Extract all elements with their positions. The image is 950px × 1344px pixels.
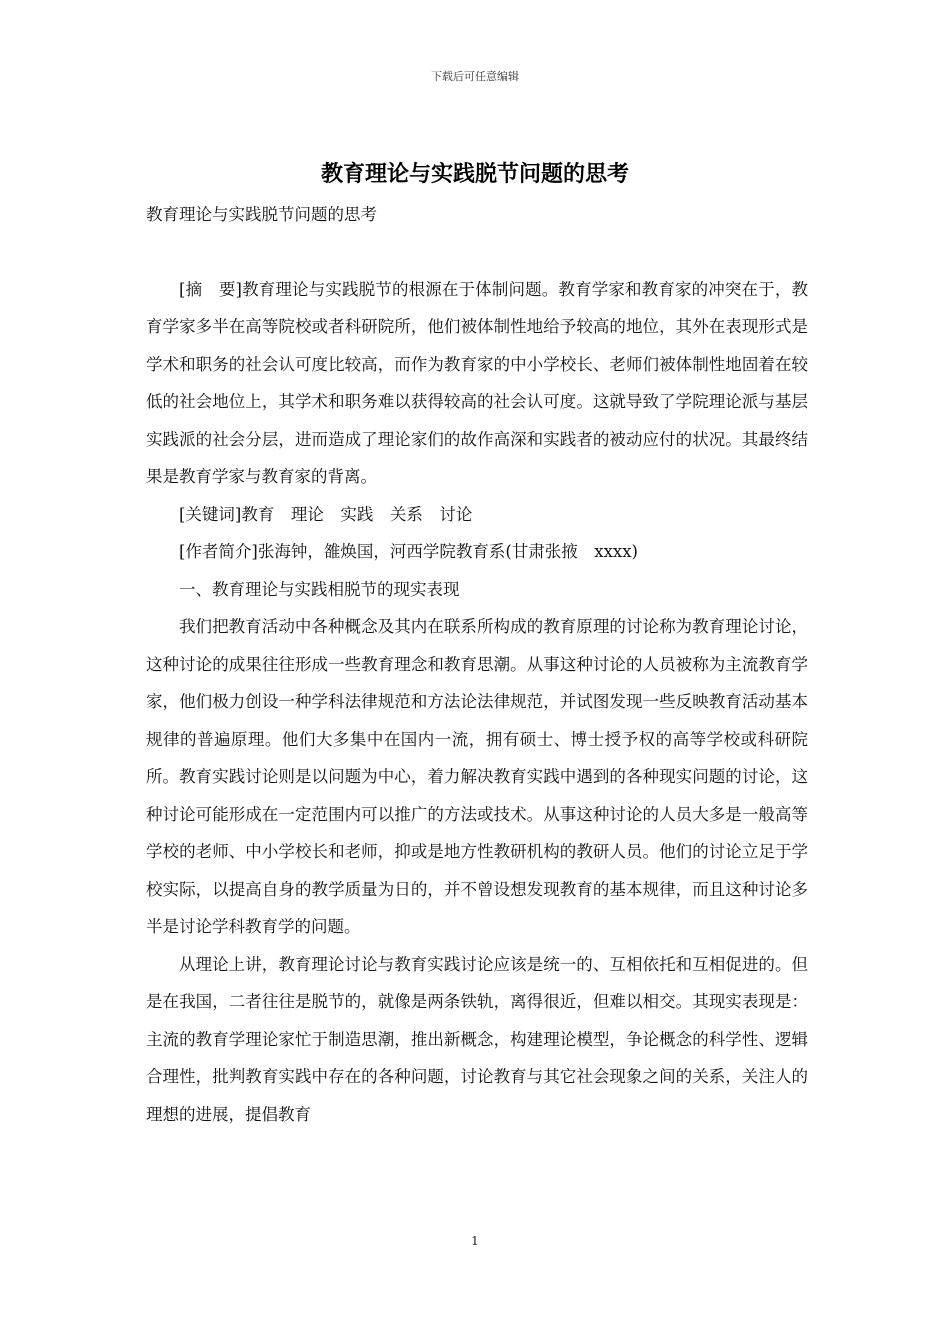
abstract-paragraph: [摘 要]教育理论与实践脱节的根源在于体制问题。教育学家和教育家的冲突在于，教育学家多半在高等院校或者科研院所，他们被体制性地给予较高的地位，其外在表现形式是学术和职务的社会认可度比较高，而作为教育家的中小学校长、老师们被体制性地固着在较低的社会地位上，其学术和职务难以获得较高的社会认可度。这就导致了学院理论派与基层实践派的社会分层，进而造成了理论家们的故作高深和实践者的被动应付的状况。其最终结果是教育学家与教育家的背离。 xyxy=(146,279,808,486)
document-subtitle: 教育理论与实践脱节问题的思考 xyxy=(146,205,377,224)
body-paragraph: 从理论上讲，教育理论讨论与教育实践讨论应该是统一的、互相依托和互相促进的。但是在我国，二者往往是脱节的，就像是两条铁轨，离得很近，但难以相交。其现实表现是：主流的教育学理论家忙于制造思潮，推出新概念，构建理论模型，争论概念的科学性、逻辑合理性，批判教育实践中存在的各种问题，讨论教育与其它社会现象之间的关系，关注人的理想的进展，提倡教育 xyxy=(146,954,808,1124)
document-body xyxy=(146,196,808,1133)
header-note: 下载后可任意编辑 xyxy=(431,70,519,83)
section-heading: 一、教育理论与实践相脱节的现实表现 xyxy=(179,579,460,599)
document-title: 教育理论与实践脱节问题的思考 xyxy=(320,161,629,187)
keywords-line: [关键词]教育 理论 实践 关系 讨论 xyxy=(179,504,473,524)
page-number: 1 xyxy=(471,1234,479,1248)
body-paragraph: 我们把教育活动中各种概念及其内在联系所构成的教育原理的讨论称为教育理论讨论，这种讨论的成果往往形成一些教育理念和教育思潮。从事这种讨论的人员被称为主流教育学家，他们极力创设一种学科法律规范和方法论法律规范，并试图发现一些反映教育活动基本规律的普遍原理。他们大多集中在国内一流，拥有硕士、博士授予权的高等学校或科研院所。教育实践讨论则是以问题为中心，着力解决教育实践中遇到的各种现实问题的讨论，这种讨论可能形成在一定范围内可以推广的方法或技术。从事这种讨论的人员大多是一般高等学校的老师、中小学校长和老师，抑或是地方性教研机构的教研人员。他们的讨论立足于学校实际，以提高自身的教学质量为日的，并不曾设想发现教育的基本规律，而且这种讨论多半是讨论学科教育学的问题。 xyxy=(146,617,808,936)
author-line: [作者简介]张海钟，雒焕国，河西学院教育系(甘肃张掖 xxxx) xyxy=(179,542,638,561)
